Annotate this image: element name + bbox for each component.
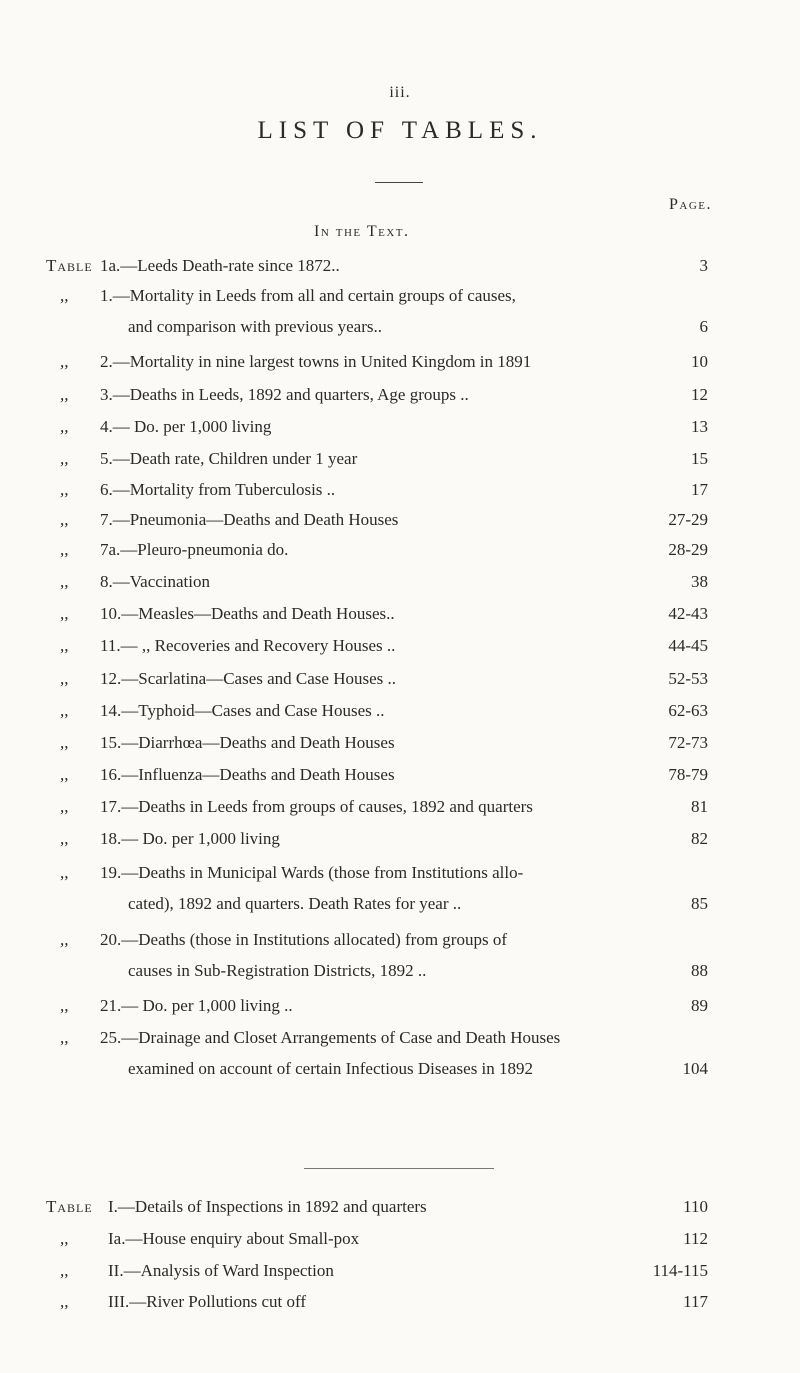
entry-title: I.—Details of Inspections in 1892 and quarters	[108, 1197, 427, 1216]
entry-page: 44-45	[668, 636, 708, 655]
entry-page: 62-63	[668, 701, 708, 720]
entry-page: 78-79	[668, 765, 708, 784]
section-divider	[304, 1168, 494, 1169]
entry-title: 6.—Mortality from Tuberculosis ..	[100, 480, 336, 499]
ditto-mark: ,,	[60, 572, 69, 591]
table-label: Table	[46, 1197, 93, 1216]
entry-page: 117	[683, 1292, 708, 1311]
ditto-mark: ,,	[60, 352, 69, 371]
entry-title: II.—Analysis of Ward Inspection	[108, 1261, 334, 1280]
entry-page: 112	[683, 1229, 708, 1248]
entry-title: 25.—Drainage and Closet Arrangements of Case and Death Houses	[100, 1028, 561, 1047]
entry-page: 104	[682, 1059, 708, 1078]
entry-page: 27-29	[668, 510, 708, 529]
entry-title: III.—River Pollutions cut off	[108, 1292, 306, 1311]
ditto-mark: ,,	[60, 863, 69, 882]
entry-page: 114-115	[652, 1261, 708, 1280]
ditto-mark: ,,	[60, 701, 69, 720]
ditto-mark: ,,	[60, 669, 69, 688]
ditto-mark: ,,	[60, 636, 69, 655]
table-label: Table	[46, 256, 93, 275]
ditto-mark: ,,	[60, 480, 69, 499]
page-column-heading: Page.	[669, 196, 713, 213]
entry-page: 110	[683, 1197, 708, 1216]
ditto-mark: ,,	[60, 604, 69, 623]
ditto-mark: ,,	[60, 540, 69, 559]
entry-title: 15.—Diarrhœa—Deaths and Death Houses	[100, 733, 395, 752]
entry-title: 19.—Deaths in Municipal Wards (those from Institutions allo-	[100, 863, 524, 882]
entry-page: 38	[691, 572, 708, 591]
ditto-mark: ,,	[60, 733, 69, 752]
entry-page: 89	[691, 996, 708, 1015]
entry-page: 88	[691, 961, 708, 980]
ditto-mark: ,,	[60, 510, 69, 529]
entry-title: 21.— Do. per 1,000 living ..	[100, 996, 293, 1015]
entry-title: 14.—Typhoid—Cases and Case Houses ..	[100, 701, 385, 720]
entry-page: 3	[699, 256, 708, 275]
page-title: LIST OF TABLES.	[257, 117, 543, 144]
entry-title: 7.—Pneumonia—Deaths and Death Houses	[100, 510, 399, 529]
ditto-mark: ,,	[60, 1292, 69, 1311]
ditto-mark: ,,	[60, 417, 69, 436]
entry-page: 13	[691, 417, 708, 436]
entry-page: 10	[691, 352, 708, 371]
entry-title: 1.—Mortality in Leeds from all and certain groups of causes,	[100, 286, 516, 305]
ditto-mark: ,,	[60, 1229, 69, 1248]
entry-title: 11.— ,, Recoveries and Recovery Houses ..	[100, 636, 396, 655]
entry-title: 5.—Death rate, Children under 1 year	[100, 449, 358, 468]
entry-title-continued: examined on account of certain Infectious Diseases in 1892	[128, 1059, 534, 1078]
ditto-mark: ,,	[60, 930, 69, 949]
entry-title-continued: causes in Sub-Registration Districts, 1892 ..	[128, 961, 427, 980]
entry-title: 4.— Do. per 1,000 living	[100, 417, 272, 436]
ditto-mark: ,,	[60, 829, 69, 848]
ditto-mark: ,,	[60, 286, 69, 305]
entry-page: 85	[691, 894, 708, 913]
entry-title-continued: cated), 1892 and quarters. Death Rates for year ..	[128, 894, 462, 913]
entry-title-continued: and comparison with previous years..	[128, 317, 382, 336]
entry-title: 10.—Measles—Deaths and Death Houses..	[100, 604, 395, 623]
entry-title: 3.—Deaths in Leeds, 1892 and quarters, Age groups ..	[100, 385, 469, 404]
entry-title: 12.—Scarlatina—Cases and Case Houses ..	[100, 669, 397, 688]
entry-page: 72-73	[668, 733, 708, 752]
page-number: iii.	[389, 84, 411, 101]
entry-page: 81	[691, 797, 708, 816]
title-rule	[375, 182, 423, 183]
entry-page: 12	[691, 385, 708, 404]
section-heading: In the Text.	[314, 223, 410, 240]
entry-title: 18.— Do. per 1,000 living	[100, 829, 280, 848]
ditto-mark: ,,	[60, 765, 69, 784]
entry-title: 2.—Mortality in nine largest towns in United Kingdom in 1891	[100, 352, 532, 371]
entry-page: 82	[691, 829, 708, 848]
entry-title: 1a.—Leeds Death-rate since 1872..	[100, 256, 340, 275]
entry-page: 52-53	[668, 669, 708, 688]
ditto-mark: ,,	[60, 1261, 69, 1280]
entry-page: 17	[691, 480, 708, 499]
entry-page: 28-29	[668, 540, 708, 559]
entry-title: 20.—Deaths (those in Institutions allocated) from groups of	[100, 930, 507, 949]
entry-page: 15	[691, 449, 708, 468]
entry-title: Ia.—House enquiry about Small-pox	[108, 1229, 360, 1248]
ditto-mark: ,,	[60, 797, 69, 816]
entry-title: 8.—Vaccination	[100, 572, 210, 591]
entry-title: 17.—Deaths in Leeds from groups of causes, 1892 and quarters	[100, 797, 533, 816]
entry-title: 7a.—Pleuro-pneumonia do.	[100, 540, 289, 559]
entry-page: 42-43	[668, 604, 708, 623]
ditto-mark: ,,	[60, 1028, 69, 1047]
ditto-mark: ,,	[60, 449, 69, 468]
entry-title: 16.—Influenza—Deaths and Death Houses	[100, 765, 395, 784]
ditto-mark: ,,	[60, 385, 69, 404]
entry-page: 6	[699, 317, 708, 336]
ditto-mark: ,,	[60, 996, 69, 1015]
